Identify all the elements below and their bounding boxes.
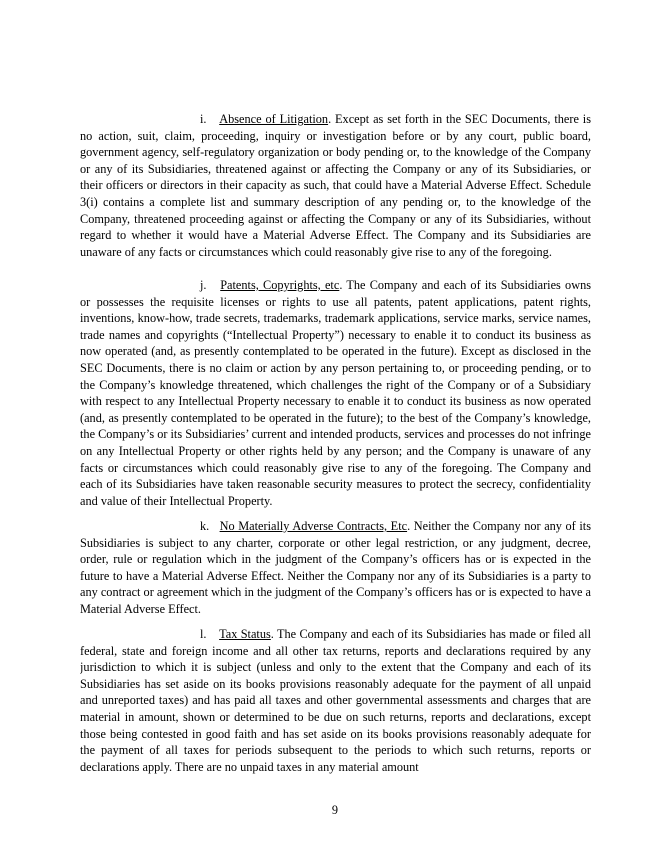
section-heading: Absence of Litigation	[219, 112, 329, 126]
page-number: 9	[331, 803, 339, 817]
section-letter: k.	[200, 519, 210, 533]
section-body: . Neither the Company nor any of its Subsidiaries is subject to any charter, corporate or other legal restriction, or any judgment, decree, order, rule or regulation which in the judgment of the Company’s officers has or is expected in the future to have a Material Adverse Effect. Neither the Company nor any of its Subsidiaries is a party to any contract or agreement which in the judgment of the Company’s officers has or is expected to have a Material Adverse Effect.	[80, 519, 591, 616]
section-heading: Tax Status	[219, 627, 271, 641]
section-body: . The Company and each of its Subsidiaries owns or possesses the requisite licenses or rights to use all patents, patent applications, patent rights, inventions, know-how, trade secrets, trademarks, trademark applications, service marks, service names, trade names and copyrights (“Intellectual Property”) necessary to enable it to conduct its business as now operated (and, as presently contemplated to be operated in the future). Except as disclosed in the SEC Documents, there is no claim or action by any person pertaining to, or proceeding pending, or to the Company’s knowledge threatened, which challenges the right of the Company or of a Subsidiary with respect to any Intellectual Property necessary to enable it to conduct its business as now operated (and, as presently contemplated to be operated in the future); to the best of the Company’s knowledge, the Company’s or its Subsidiaries’ current and intended products, services and processes do not infringe on any Intellectual Property or other rights held by any person; and the Company is unaware of any facts or circumstances which could reasonably give rise to any of the foregoing. The Company and each of its Subsidiaries have taken reasonable security measures to protect the secrecy, confidentiality and value of their Intellectual Property.	[80, 278, 592, 508]
section-absence-of-litigation	[80, 111, 591, 260]
section-heading: No Materially Adverse Contracts, Etc	[219, 519, 408, 533]
section-letter: j.	[200, 278, 207, 292]
section-patents-copyrights	[80, 277, 591, 509]
section-heading: Patents, Copyrights, etc	[220, 278, 340, 292]
section-body: . Except as set forth in the SEC Documents, there is no action, suit, claim, proceeding, inquiry or investigation before or by any court, public board, government agency, self-regulatory organization or body pending or, to the knowledge of the Company or any of its Subsidiaries, threatened against or affecting the Company or any of its Subsidiaries, or their officers or directors in their capacity as such, that could have a Material Adverse Effect. Schedule 3(i) contains a complete list and summary description of any pending or, to the knowledge of the Company, threatened proceeding against or affecting the Company or any of its Subsidiaries, without regard to whether it would have a Material Adverse Effect. The Company and its Subsidiaries are unaware of any facts or circumstances which could reasonably give rise to any of the foregoing.	[80, 112, 591, 259]
section-letter: i.	[200, 112, 207, 126]
section-no-materially-adverse-contracts	[80, 518, 591, 618]
section-tax-status	[80, 626, 591, 784]
section-body: . The Company and each of its Subsidiaries has made or filed all federal, state and foreign income and all other tax returns, reports and declarations required by any jurisdiction to which it is subject (unless and only to the extent that the Company and each of its Subsidiaries has set aside on its books provisions reasonably adequate for the payment of all unpaid and unreported taxes) and has paid all taxes and other governmental assessments and charges that are material in amount, shown or determined to be due on such returns, reports and declarations, except those being contested in good faith and has set aside on its books provisions reasonably adequate for the payment of all taxes for periods subsequent to the periods to which such returns, reports or declarations apply. There are no unpaid taxes in any material amount	[80, 627, 591, 774]
section-letter: l.	[200, 627, 207, 641]
